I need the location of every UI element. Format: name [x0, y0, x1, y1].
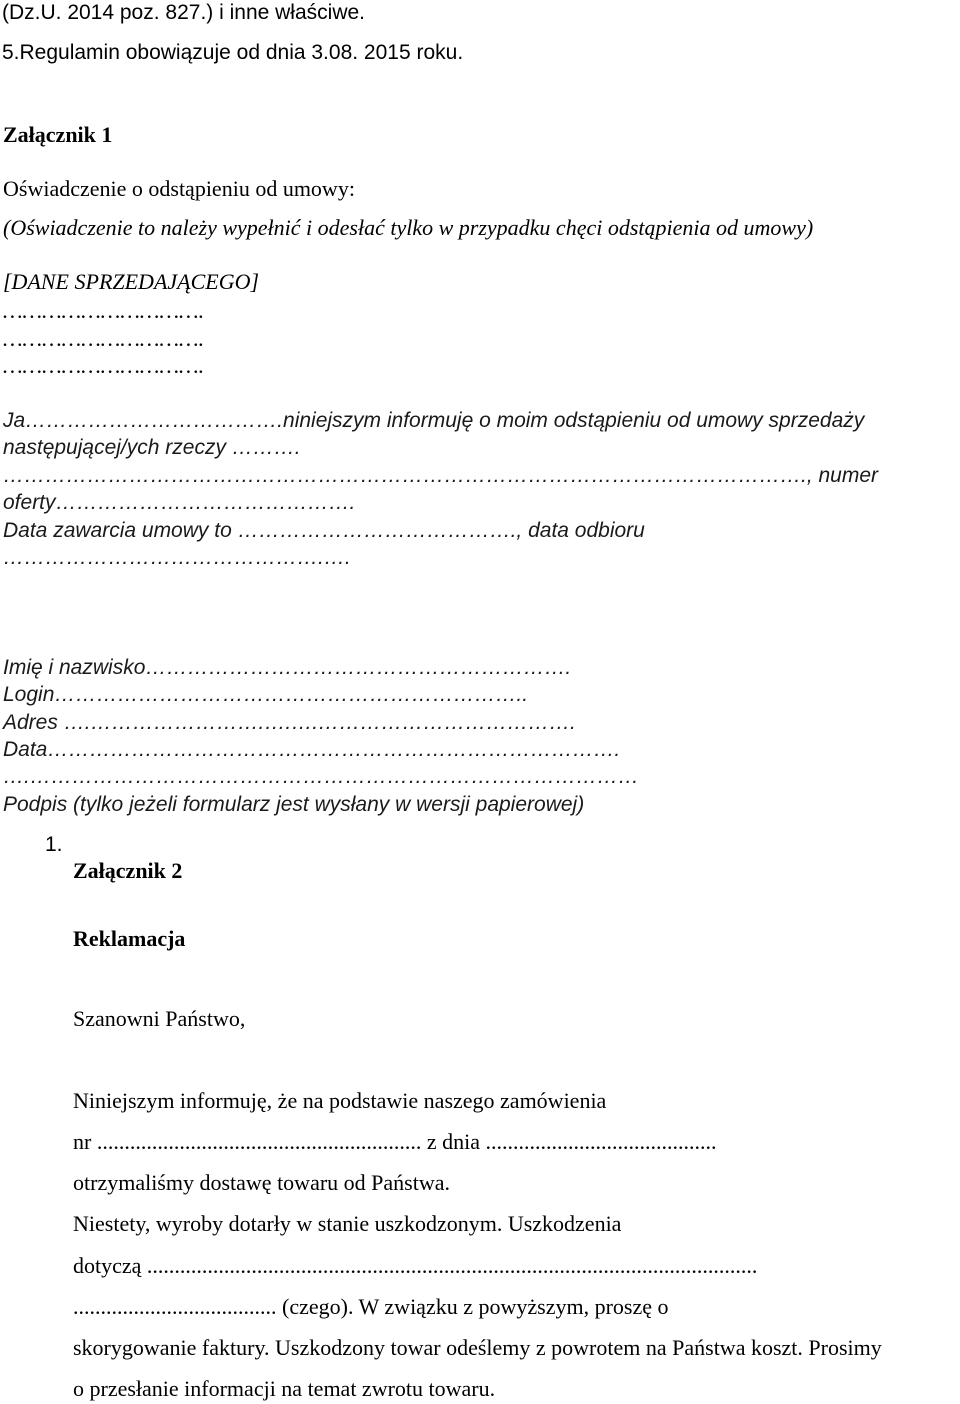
complaint-para-line-6: ..................................... (czego). W związku z powyższym, proszę o [73, 1294, 669, 1319]
annex1-heading: Oświadczenie o odstąpieniu od umowy: [3, 176, 355, 201]
address-field-line: Adres ….…………………….….….………………………………. [3, 711, 576, 734]
annex2-heading: Reklamacja [73, 926, 186, 951]
seller-dots-3: …………………………. [3, 353, 205, 378]
statement-line-4: oferty……………………………………. [3, 491, 356, 514]
complaint-para-line-7: skorygowanie faktury. Uszkodzony towar odeślemy z powrotem na Państwa koszt. Prosimy [73, 1335, 882, 1360]
complaint-greeting: Szanowni Państwo, [73, 1006, 246, 1031]
seller-dots-2: …………………………. [3, 326, 205, 351]
signature-label: Podpis (tylko jeżeli formularz jest wysłany w wersji papierowej) [3, 793, 585, 816]
annex2-title: Załącznik 2 [73, 858, 183, 883]
seller-data-label: [DANE SPRZEDAJĄCEGO] [3, 269, 260, 294]
header-legal-reference: (Dz.U. 2014 poz. 827.) i inne właściwe. [2, 1, 365, 24]
annex1-instruction: (Oświadczenie to należy wypełnić i odesłać tylko w przypadku chęci odstąpienia od umowy) [3, 215, 814, 240]
complaint-para-line-3: otrzymaliśmy dostawę towaru od Państwa. [73, 1170, 450, 1195]
login-field-line: Login………………………………………………………….. [3, 683, 529, 706]
complaint-para-line-8: o przesłanie informacji na temat zwrotu towaru. [73, 1376, 496, 1401]
annex1-title: Załącznik 1 [3, 122, 113, 147]
statement-line-6: ……………………………………….…. [3, 546, 351, 569]
name-field-line: Imię i nazwisko……………………………………………………. [3, 656, 572, 679]
list-number: 1. [45, 833, 63, 856]
seller-dots-1: …………………………. [3, 298, 205, 323]
statement-line-2: następującej/ych rzeczy ………. [3, 436, 301, 459]
date-field-line: Data………………………………………………………………………. [3, 738, 621, 761]
complaint-para-line-5: dotyczą ............................................................................................................... [73, 1253, 758, 1278]
header-regulation-date: 5.Regulamin obowiązuje od dnia 3.08. 2015 roku. [2, 41, 464, 64]
statement-line-1: Ja……………………………….niniejszym informuję o moim odstąpieniu od umowy sprzedaży [3, 409, 865, 432]
statement-line-3: ……………………………………………………………………………………………………., numer [3, 464, 879, 487]
complaint-para-line-4: Niestety, wyroby dotarły w stanie uszkodzonym. Uszkodzenia [73, 1211, 622, 1236]
statement-line-5: Data zawarcia umowy to …………………………………., data odbioru [3, 519, 645, 542]
signature-dots-line: ….…………………………………………………………………………… [3, 765, 639, 788]
complaint-para-line-1: Niniejszym informuję, że na podstawie naszego zamówienia [73, 1088, 607, 1113]
complaint-para-line-2: nr ........................................................... z dnia .......................................... [73, 1129, 717, 1154]
